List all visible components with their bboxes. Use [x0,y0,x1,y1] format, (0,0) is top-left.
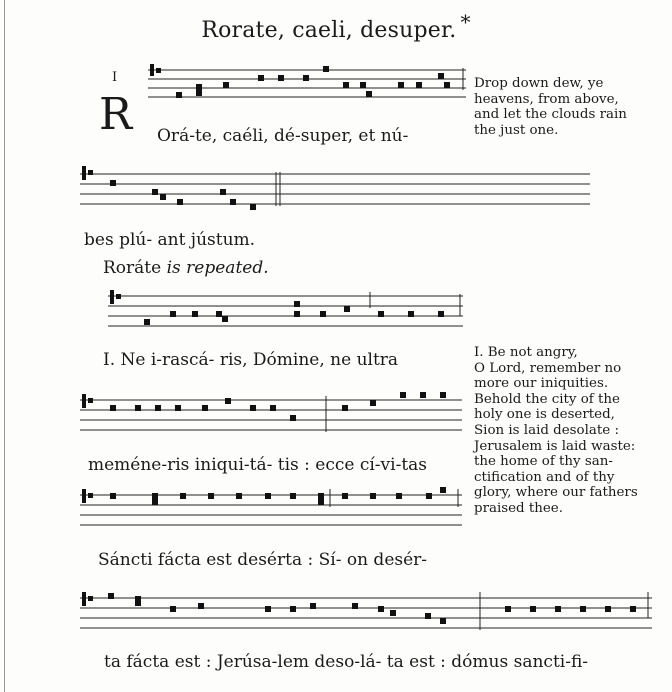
translation-line: glory, where our fathers [474,485,638,501]
staff-2 [80,162,590,212]
translation-line: Behold the city of the [474,391,620,407]
translation-line: Jerusalem is laid waste: [474,438,636,454]
lyric-line-5: Sáncti fácta est desérta : Sí- on desér- [98,550,428,570]
repeat-word: Roráte [103,258,162,278]
translation-line: more our iniquities. [474,376,609,392]
lyric-line-2: bes plú- ant jústum. [84,230,256,250]
title-asterisk: * [460,10,471,34]
repeat-instruction: is repeated. [166,258,269,278]
translation-line: O Lord, remember no [474,360,622,376]
initial-letter: R [99,89,133,140]
repeat-rubric [103,258,269,278]
translation-line: Sion is laid desolate : [474,422,619,438]
staff-6 [80,588,652,636]
staff-4 [80,390,462,438]
mode-number: I [112,70,118,85]
translation-line: Drop down dew, ye [474,76,604,91]
translation-line: ctification and of thy [474,469,615,485]
page-margin-rule [4,0,5,692]
translation-line: praised thee. [474,500,563,516]
chant-title [0,10,672,43]
lyric-line-4: meméne-ris iniqui-tá- tis : ecce cí-vi-tas [88,455,428,475]
lyric-line-6: ta fácta est : Jerúsa-lem deso-lá- ta est : dómus sancti-fi- [104,652,589,672]
translation-line: I. Be not angry, [474,345,578,360]
translation-line: the just one. [474,122,559,138]
title-text: Rorate, caeli, desuper. [201,18,457,43]
staff-5 [80,485,462,533]
staff-3 [108,286,463,334]
lyric-line-3: I. Ne i-rascá- ris, Dómine, ne ultra [103,350,399,370]
staff-1 [148,60,466,100]
translation-line: and let the clouds rain [474,107,627,123]
translation-antiphon [474,76,650,138]
translation-verse [474,345,650,517]
translation-line: heavens, from above, [474,91,619,107]
translation-line: holy one is deserted, [474,407,615,423]
lyric-line-1: Orá-te, caéli, dé-super, et nú- [157,126,409,146]
translation-line: the home of thy san- [474,454,613,470]
